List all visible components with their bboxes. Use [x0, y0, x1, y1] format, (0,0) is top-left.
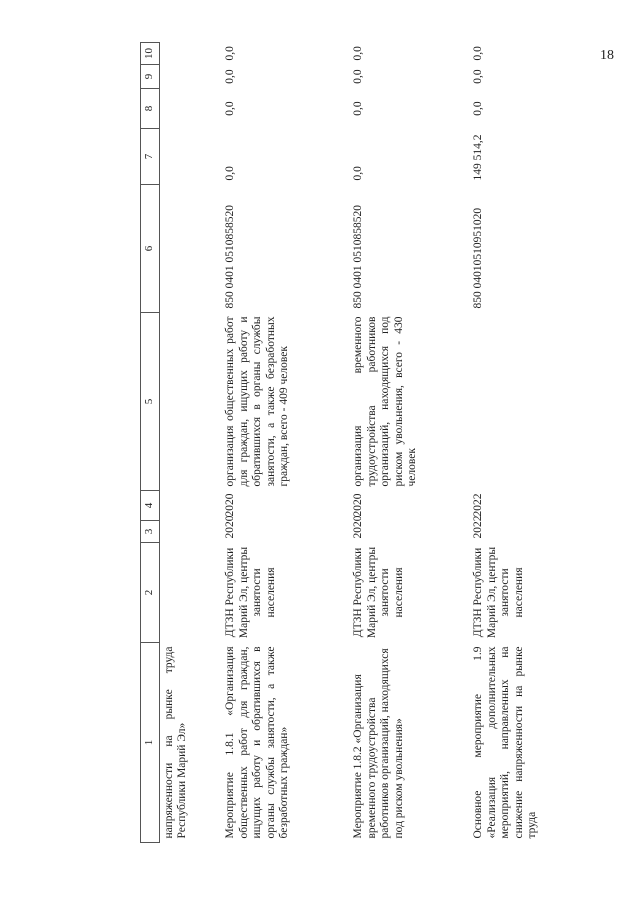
value-col9: 0,0	[224, 69, 236, 84]
header-cell: 2	[141, 543, 160, 643]
page-number: 18	[600, 48, 614, 63]
header-cell: 5	[141, 313, 160, 491]
table-row	[349, 43, 469, 843]
budget-code	[159, 185, 221, 313]
activity-name: Основное мероприятие 1.9 «Реализация дополнительных мероприятий, направленных на снижение напряженности на рынке труда	[472, 646, 538, 839]
value-col9	[159, 65, 221, 89]
expected-result	[469, 313, 599, 491]
value-col8: 0,0	[224, 101, 236, 116]
table-row	[469, 43, 599, 843]
end-year: 2020	[352, 493, 364, 517]
value-col7: 0,0	[224, 166, 236, 181]
value-col7	[159, 129, 221, 185]
end-year: 2022	[472, 493, 484, 517]
header-cell: 8	[141, 89, 160, 129]
start-year: 2022	[472, 515, 484, 539]
executor: ДТЗН Республики Марий Эл, центры занятости населения	[472, 546, 525, 639]
expected-result: организация временного трудоустройства работников организаций, находящихся под риском увольнения, всего - 430 человек	[352, 316, 418, 487]
header-cell: 10	[141, 43, 160, 65]
budget-code: 850 0401 0510858520	[352, 205, 364, 309]
value-col10: 0,0	[224, 46, 236, 61]
start-year	[159, 521, 221, 543]
end-year: 2020	[224, 493, 236, 517]
header-cell: 6	[141, 185, 160, 313]
start-year: 2020	[224, 515, 236, 539]
header-cell: 3	[141, 521, 160, 543]
header-cell: 1	[141, 643, 160, 843]
value-col7: 149 514,2	[472, 134, 484, 181]
program-table	[140, 43, 610, 843]
executor	[159, 543, 221, 643]
value-col10	[159, 43, 221, 65]
header-cell: 7	[141, 129, 160, 185]
value-col9: 0,0	[472, 69, 484, 84]
start-year: 2020	[352, 515, 364, 539]
budget-code: 850 0401 0510858520	[224, 205, 236, 309]
header-row	[141, 43, 160, 843]
expected-result	[159, 313, 221, 491]
header-cell: 9	[141, 65, 160, 89]
end-year	[159, 491, 221, 521]
value-col9: 0,0	[352, 69, 364, 84]
activity-name: напряженности на рынке труда Республики Марий Эл»	[162, 646, 188, 839]
value-col8	[159, 89, 221, 129]
value-col10: 0,0	[472, 46, 484, 61]
executor: ДТЗН Республики Марий Эл, центры занятости населения	[352, 546, 405, 639]
table-row	[221, 43, 349, 843]
budget-code: 850 04010510951020	[472, 207, 484, 309]
value-col8: 0,0	[472, 101, 484, 116]
executor: ДТЗН Республики Марий Эл, центры занятости населения	[224, 546, 277, 639]
header-cell: 4	[141, 491, 160, 521]
value-col8: 0,0	[352, 101, 364, 116]
value-col7: 0,0	[352, 166, 364, 181]
activity-name: Мероприятие 1.8.1 «Организация общественных работ для граждан, ищущих работу и обратившихся в органы службы занятости, а также безработных граждан»	[224, 646, 290, 839]
value-col10: 0,0	[352, 46, 364, 61]
expected-result: организация общественных работ для граждан, ищущих работу и обратившихся в органы службы занятости, а также безработных граждан, всего - 409 человек	[224, 316, 290, 487]
activity-name: Мероприятие 1.8.2 «Организация временного трудоустройства работников организаций, находящихся под риском увольнения»	[352, 648, 405, 839]
table-row	[159, 43, 221, 843]
